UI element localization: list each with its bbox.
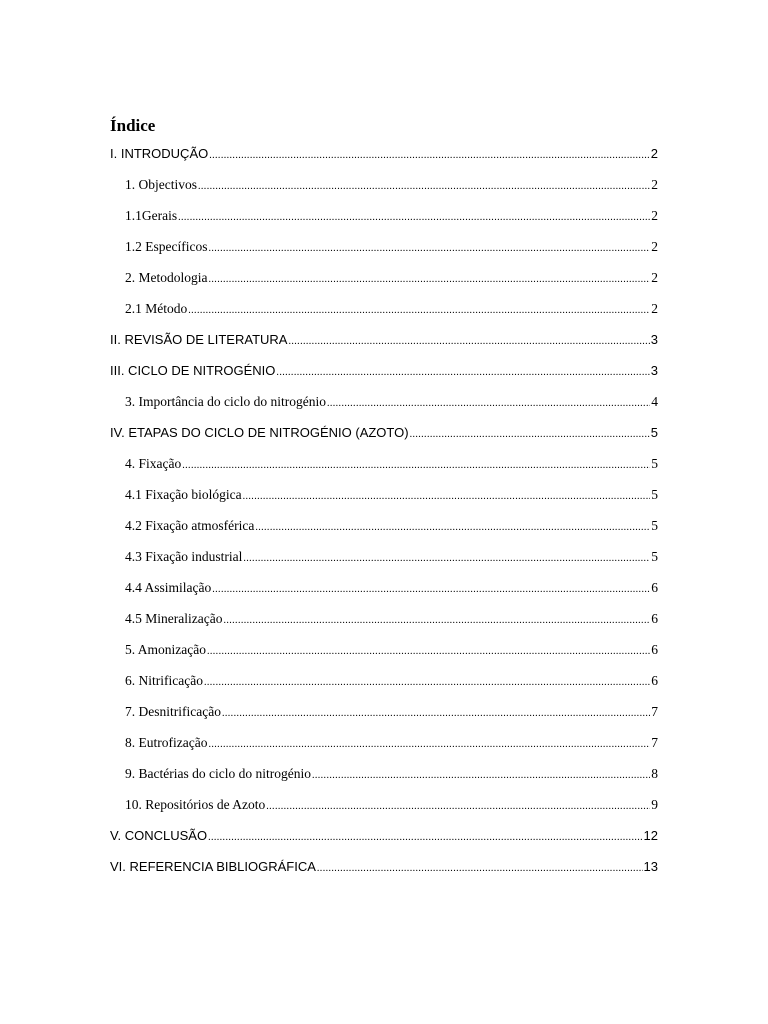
dot-leader <box>198 173 650 200</box>
toc-entry-label: 4.5 Mineralização <box>125 611 223 626</box>
toc-entry-page-number: 2 <box>650 146 658 161</box>
toc-entry-label: III. CICLO DE NITROGÉNIO <box>110 363 276 378</box>
toc-entry[interactable] <box>110 481 658 512</box>
dot-leader <box>209 142 650 169</box>
toc-entry-page-number: 3 <box>650 363 658 378</box>
dot-leader <box>255 514 650 541</box>
toc-entry-page-number: 3 <box>650 332 658 347</box>
toc-entry[interactable] <box>110 202 658 233</box>
toc-entry[interactable] <box>110 636 658 667</box>
toc-entry-label: 4. Fixação <box>125 456 182 471</box>
toc-entry[interactable] <box>110 357 658 388</box>
toc-entry-label: I. INTRODUÇÃO <box>110 146 209 161</box>
dot-leader <box>207 638 650 665</box>
dot-leader <box>208 824 642 851</box>
toc-entry-page-number: 2 <box>651 239 658 254</box>
toc-entry-label: 9. Bactérias do ciclo do nitrogénio <box>125 766 311 781</box>
dot-leader <box>188 297 650 324</box>
toc-entry-page-number: 12 <box>643 828 658 843</box>
toc-entry[interactable] <box>110 388 658 419</box>
toc-entry-label: 4.3 Fixação industrial <box>125 549 243 564</box>
toc-entry-page-number: 8 <box>651 766 658 781</box>
dot-leader <box>222 700 650 727</box>
toc-entry-label: V. CONCLUSÃO <box>110 828 208 843</box>
toc-entry-page-number: 7 <box>651 735 658 750</box>
toc-entry-label: 2.1 Método <box>125 301 188 316</box>
page-title: Índice <box>110 116 156 135</box>
toc-entry-page-number: 2 <box>651 208 658 223</box>
toc-entry[interactable] <box>110 605 658 636</box>
toc-entry[interactable] <box>110 450 658 481</box>
table-of-contents <box>110 140 658 884</box>
toc-entry[interactable] <box>110 171 658 202</box>
dot-leader <box>327 390 650 417</box>
toc-entry[interactable] <box>110 264 658 295</box>
toc-entry-label: VI. REFERENCIA BIBLIOGRÁFICA <box>110 859 316 874</box>
toc-entry-page-number: 13 <box>643 859 658 874</box>
toc-entry[interactable] <box>110 295 658 326</box>
toc-entry[interactable] <box>110 574 658 605</box>
dot-leader <box>276 359 649 386</box>
toc-entry-label: II. REVISÃO DE LITERATURA <box>110 332 288 347</box>
toc-entry-label: 10. Repositórios de Azoto <box>125 797 266 812</box>
toc-entry[interactable] <box>110 698 658 729</box>
toc-entry-page-number: 5 <box>651 456 658 471</box>
toc-entry-page-number: 4 <box>651 394 658 409</box>
toc-entry-page-number: 2 <box>651 177 658 192</box>
toc-entry-page-number: 2 <box>651 270 658 285</box>
toc-entry-label: 1.2 Específicos <box>125 239 208 254</box>
toc-entry-page-number: 7 <box>651 704 658 719</box>
toc-entry-label: 6. Nitrificação <box>125 673 203 688</box>
toc-entry-label: 5. Amonização <box>125 642 206 657</box>
dot-leader <box>243 483 651 510</box>
toc-entry[interactable] <box>110 326 658 357</box>
toc-entry-page-number: 6 <box>651 611 658 626</box>
toc-entry-page-number: 6 <box>651 580 658 595</box>
dot-leader <box>204 669 650 696</box>
dot-leader <box>223 607 650 634</box>
dot-leader <box>266 793 650 820</box>
toc-entry-label: 1.1Gerais <box>125 208 178 223</box>
dot-leader <box>410 421 650 448</box>
dot-leader <box>182 452 650 479</box>
toc-entry[interactable] <box>110 419 658 450</box>
dot-leader <box>208 235 650 262</box>
dot-leader <box>209 266 651 293</box>
toc-entry-label: 4.4 Assimilação <box>125 580 212 595</box>
toc-entry[interactable] <box>110 853 658 884</box>
toc-entry[interactable] <box>110 233 658 264</box>
toc-entry[interactable] <box>110 667 658 698</box>
dot-leader <box>312 762 650 789</box>
dot-leader <box>212 576 650 603</box>
dot-leader <box>317 855 643 882</box>
toc-entry-label: 4.2 Fixação atmosférica <box>125 518 255 533</box>
toc-entry[interactable] <box>110 512 658 543</box>
toc-entry[interactable] <box>110 729 658 760</box>
toc-entry-page-number: 6 <box>651 642 658 657</box>
toc-entry-label: 8. Eutrofização <box>125 735 208 750</box>
toc-entry-page-number: 9 <box>651 797 658 812</box>
toc-entry-page-number: 6 <box>651 673 658 688</box>
toc-entry-page-number: 5 <box>650 425 658 440</box>
toc-entry-page-number: 5 <box>651 518 658 533</box>
toc-entry-page-number: 2 <box>651 301 658 316</box>
dot-leader <box>243 545 650 572</box>
dot-leader <box>208 731 650 758</box>
toc-entry-label: 4.1 Fixação biológica <box>125 487 242 502</box>
toc-entry[interactable] <box>110 791 658 822</box>
toc-entry[interactable] <box>110 140 658 171</box>
dot-leader <box>178 204 650 231</box>
toc-entry[interactable] <box>110 543 658 574</box>
dot-leader <box>288 328 649 355</box>
toc-entry[interactable] <box>110 760 658 791</box>
toc-entry[interactable] <box>110 822 658 853</box>
toc-entry-label: 3. Importância do ciclo do nitrogénio <box>125 394 326 409</box>
toc-entry-label: 1. Objectivos <box>125 177 197 192</box>
toc-entry-label: 7. Desnitrificação <box>125 704 221 719</box>
toc-entry-label: 2. Metodologia <box>125 270 208 285</box>
toc-entry-page-number: 5 <box>651 549 658 564</box>
toc-entry-page-number: 5 <box>651 487 658 502</box>
toc-entry-label: IV. ETAPAS DO CICLO DE NITROGÉNIO (AZOTO) <box>110 425 409 440</box>
